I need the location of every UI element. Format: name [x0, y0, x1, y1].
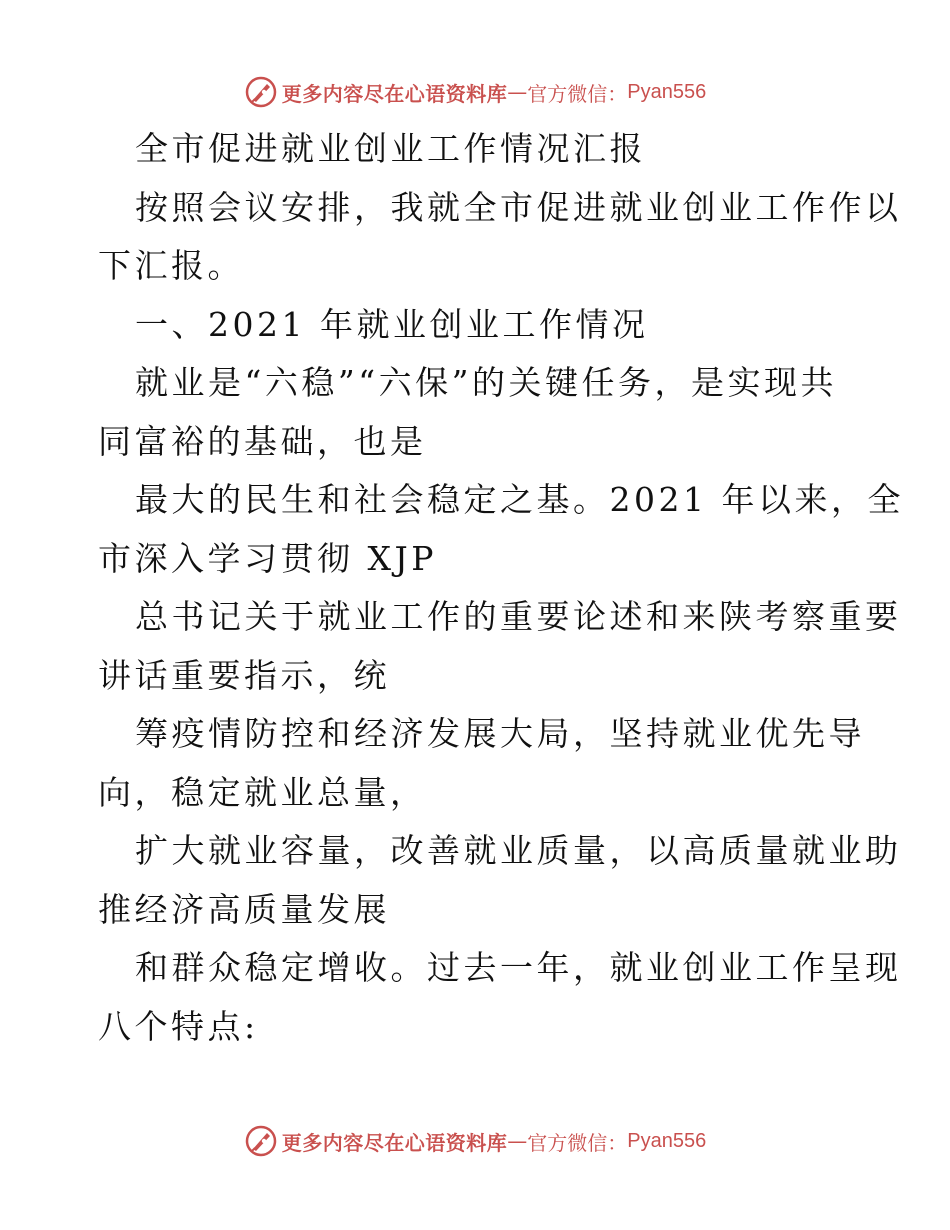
watermark-slogan: 更多内容尽在心语资料库	[281, 1130, 508, 1155]
paragraph-line: 最大的民生和社会稳定之基。2021 年以来，全	[135, 480, 904, 519]
paragraph-line: 按照会议安排，我就全市促进就业创业工作作以	[135, 187, 902, 227]
watermark-wechat-label: 官方微信：	[527, 81, 628, 106]
section-heading: 一、2021 年就业创业工作情况	[135, 304, 649, 344]
paragraph-line: 筹疫情防控和经济发展大局，坚持就业优先导	[135, 714, 865, 753]
paragraph-line: 就业是“六稳”“六保”的关键任务，是实现共	[135, 363, 837, 402]
watermark-slogan: 更多内容尽在心语资料库	[281, 81, 508, 106]
watermark-wechat-id: Pyan556	[627, 1129, 707, 1152]
quill-pen-logo-icon	[244, 75, 278, 109]
paragraph-line: 和群众稳定增收。过去一年，就业创业工作呈现	[135, 948, 902, 987]
watermark-separator: —	[507, 1129, 528, 1153]
quill-pen-logo-icon	[244, 1124, 278, 1158]
paragraph-line: 市深入学习贯彻 XJP	[98, 538, 437, 578]
document-title: 全市促进就业创业工作情况汇报	[135, 129, 646, 168]
watermark-wechat-label: 官方微信：	[527, 1130, 628, 1155]
paragraph-line: 向，稳定就业总量，	[98, 772, 427, 812]
paragraph-line: 总书记关于就业工作的重要论述和来陕考察重要	[135, 597, 902, 636]
paragraph-line: 下汇报。	[98, 246, 244, 285]
paragraph-line: 八个特点:	[98, 1006, 259, 1046]
header-watermark-banner	[0, 72, 950, 112]
document-body	[98, 120, 904, 1056]
paragraph-line: 扩大就业容量，改善就业质量，以高质量就业助	[135, 831, 902, 870]
watermark-wechat-id: Pyan556	[627, 80, 707, 103]
paragraph-line: 推经济高质量发展	[98, 889, 390, 929]
footer-watermark-banner	[0, 1121, 950, 1161]
paragraph-line: 同富裕的基础，也是	[98, 421, 427, 461]
paragraph-line: 讲话重要指示，统	[98, 655, 390, 695]
watermark-separator: —	[507, 80, 528, 104]
